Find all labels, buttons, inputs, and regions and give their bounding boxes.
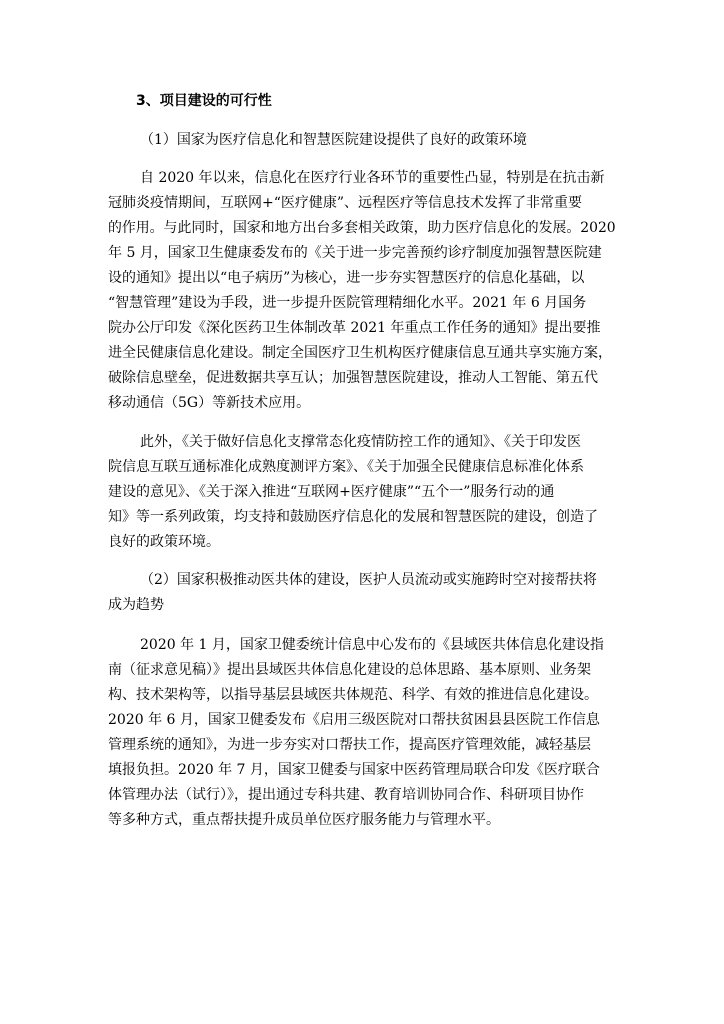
paragraph-1-line: 的作用。与此同时，国家和地方出台多套相关政策，助力医疗信息化的发展。2020 <box>108 220 616 236</box>
paragraph-3-line: 等多种方式，重点帮扶提升成员单位医疗服务能力与管理水平。 <box>108 812 500 828</box>
paragraph-1-line: 设的通知》提出以“电子病历”为核心，进一步夯实智慧医疗的信息化基础，以 <box>108 270 585 286</box>
paragraph-3-line: 管理系统的通知》，为进一步夯实对口帮扶工作，提高医疗管理效能，减轻基层 <box>108 737 591 753</box>
paragraph-3-line: 体管理办法（试行）》，提出通过专科共建、教育培训协同合作、科研项目协作 <box>108 787 584 803</box>
paragraph-1-line: 自 2020 年以来，信息化在医疗行业各环节的重要性凸显，特别是在抗击新 <box>140 170 605 186</box>
paragraph-2-line: 院信息互联互通标准化成熟度测评方案》、《关于加强全民健康信息标准化体系 <box>108 459 584 475</box>
paragraph-1-line: 进全民健康信息化建设。制定全国医疗卫生机构医疗健康信息互通共享实施方案， <box>108 345 612 361</box>
subheading-2-line: 成为趋势 <box>108 597 164 613</box>
paragraph-1-line: 冠肺炎疫情期间，互联网+“医疗健康”、远程医疗等信息技术发挥了非常重要 <box>108 195 583 211</box>
paragraph-1-line: 破除信息壁垒，促进数据共享互认；加强智慧医院建设，推动人工智能、第五代 <box>108 370 598 386</box>
paragraph-1-line: 移动通信（5G）等新技术应用。 <box>108 395 311 411</box>
subheading-1: （1）国家为医疗信息化和智慧医院建设提供了良好的政策环境 <box>140 132 527 148</box>
paragraph-3-line: 2020 年 1 月，国家卫健委统计信息中心发布的《县域医共体信息化建设指 <box>140 637 604 653</box>
subheading-2-line: （2）国家积极推动医共体的建设，医护人员流动或实施跨时空对接帮扶将 <box>140 572 597 588</box>
paragraph-3-line: 2020 年 6 月，国家卫健委发布《启用三级医院对口帮扶贫困县县医院工作信息 <box>108 712 600 728</box>
paragraph-2-line: 建设的意见》、《关于深入推进“互联网+医疗健康”“五个一”服务行动的通 <box>108 484 555 500</box>
paragraph-3-line: 填报负担。2020 年 7 月，国家卫健委与国家中医药管理局联合印发《医疗联合 <box>108 762 600 778</box>
paragraph-1-line: 院办公厅印发《深化医药卫生体制改革 2021 年重点工作任务的通知》提出要推 <box>108 320 601 336</box>
paragraph-3-line: 南（征求意见稿）》提出县域医共体信息化建设的总体思路、基本原则、业务架 <box>108 662 591 678</box>
paragraph-1-line: 年 5 月，国家卫生健康委发布的《关于进一步完善预约诊疗制度加强智慧医院建 <box>108 245 602 261</box>
paragraph-2-line: 此外，《关于做好信息化支撑常态化疫情防控工作的通知》、《关于印发医 <box>140 434 581 450</box>
paragraph-2-line: 知》等一系列政策，均支持和鼓励医疗信息化的发展和智慧医院的建设，创造了 <box>108 509 598 525</box>
section-heading: 3、项目建设的可行性 <box>136 93 272 109</box>
paragraph-2-line: 良好的政策环境。 <box>108 534 220 550</box>
paragraph-1-line: “智慧管理”建设为手段，进一步提升医院管理精细化水平。2021 年 6 月国务 <box>108 295 587 311</box>
paragraph-3-line: 构、技术架构等，以指导基层县域医共体规范、科学、有效的推进信息化建设。 <box>108 687 598 703</box>
